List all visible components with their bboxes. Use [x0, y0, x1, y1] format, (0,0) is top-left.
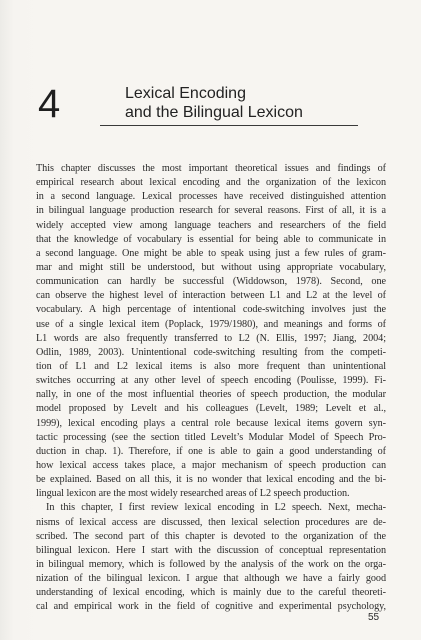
text-line: This chapter discusses the most important theoretical issues and findings of	[36, 163, 386, 174]
text-line: nisms of lexical access are discussed, then lexical selection procedures are de-	[36, 516, 386, 528]
text-line: bilingual lexicon. Here I start with the discussion of conceptual representation	[36, 544, 386, 556]
title-rule	[100, 125, 358, 126]
text-line: a second language. One might be able to speak using just a few rules of gram-	[36, 247, 386, 259]
text-line: vocabulary. A high percentage of intentional code-switching involves just the	[36, 304, 386, 316]
text-line: 1999), lexical encoding plays a central role because lexical items govern syn-	[36, 417, 386, 429]
text-line: tactic processing (see the section titled Levelt’s Modular Model of Speech Pro-	[36, 431, 386, 443]
page-number: 55	[368, 612, 380, 623]
text-line: Odlin, 1989, 2003). Unintentional code-switching resulting from the competi-	[36, 346, 386, 358]
body-text	[36, 162, 386, 615]
text-line: widely accepted view among language teachers and researchers of the field	[36, 219, 386, 231]
text-line: L1 words are also frequently transferred to L2 (N. Ellis, 1997; Jiang, 2004;	[36, 332, 386, 344]
text-line: empirical research about lexical encoding and the organization of the lexicon	[36, 177, 386, 189]
text-line: can observe the highest level of interaction between L1 and L2 at the level of	[36, 290, 386, 302]
text-line: switches occurring at any other level of speech encoding (Poulisse, 1999). Fi-	[36, 375, 386, 387]
text-line: nization of the bilingual lexicon. I argue that although we have a fairly good	[36, 573, 386, 585]
chapter-title-line-1: Lexical Encoding	[125, 85, 246, 102]
text-line: in bilingual language production research for several reasons. First of all, it is a	[36, 205, 386, 217]
text-line: model proposed by Levelt and his colleagues (Levelt, 1989; Levelt et al.,	[36, 403, 386, 415]
text-line: be explained. Based on all this, it is no wonder that lexical encoding and the bi-	[36, 474, 386, 486]
text-line: lingual lexicon are the most widely researched areas of L2 speech production.	[36, 488, 350, 500]
chapter-title	[125, 84, 365, 122]
text-line: that the knowledge of vocabulary is essential for being able to communicate in	[36, 233, 386, 245]
text-line: understanding of lexical encoding, which is mainly due to the careful theoreti-	[36, 587, 386, 599]
text-line: how lexical access takes place, a major mechanism of speech production can	[36, 459, 386, 471]
text-line: in bilingual memory, which is followed by the analysis of the work on the orga-	[36, 558, 386, 570]
text-line: nally, in one of the most influential theories of speech production, the modular	[36, 389, 386, 401]
text-line: scribed. The second part of this chapter is devoted to the organization of the	[36, 530, 386, 542]
text-line: cal and empirical work in the field of cognitive and experimental psychology,	[36, 601, 386, 613]
text-line: in a second language. Lexical processes have received distinguished attention	[36, 191, 386, 203]
text-line: duction in chap. 1). Therefore, if one is able to gain a good understanding of	[36, 445, 386, 457]
text-line: tion of L1 and L2 lexical items is also more frequent than unintentional	[36, 360, 386, 372]
text-line: mar and might still be understood, but without using appropriate vocabulary,	[36, 261, 386, 273]
text-line: In this chapter, I first review lexical encoding in L2 speech. Next, mecha-	[46, 502, 386, 514]
chapter-title-line-2: and the Bilingual Lexicon	[125, 104, 303, 121]
chapter-number: 4	[38, 82, 61, 126]
text-line: communication can hardly be successful (Widdowson, 1978). Second, one	[36, 276, 386, 288]
text-line: use of a single lexical item (Poplack, 1979/1980), and meanings and forms of	[36, 318, 386, 330]
